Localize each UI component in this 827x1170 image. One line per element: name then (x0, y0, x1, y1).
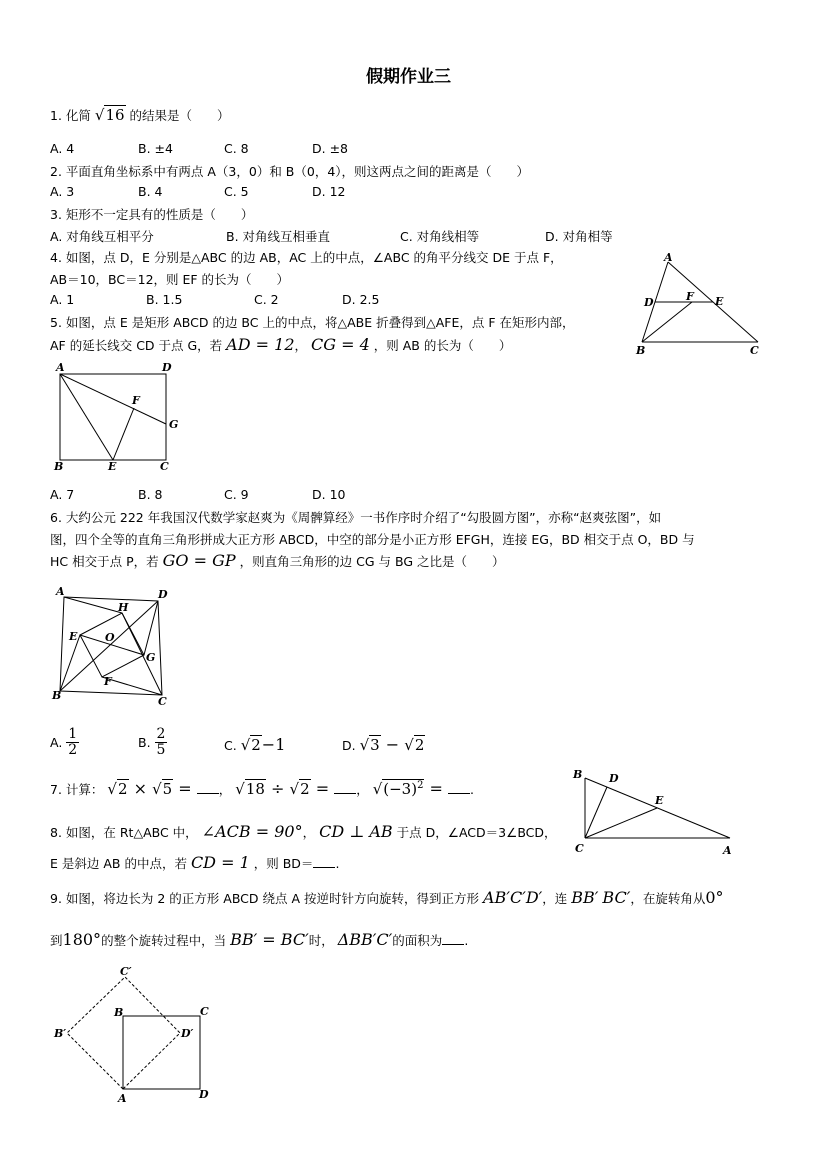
question-5-line1: 5. 如图，点 E 是矩形 ABCD 的边 BC 上的中点，将△ABE 折叠得到△AFE，点 F 在矩形内部， (50, 315, 575, 330)
q8-line2-post: ，则 BD＝ (253, 856, 314, 871)
q2-option-a: A. 3 (50, 184, 75, 199)
q5-label-b: B (54, 460, 64, 473)
q9-line1-post: ，在旋转角从 (630, 891, 706, 906)
question-9-line1 (50, 888, 724, 907)
q7-comma-1: ， (218, 782, 232, 797)
q4-option-c: C. 2 (254, 292, 279, 307)
q6-label-e: E (69, 630, 78, 643)
q9-triangle: ΔBB′C′ (337, 930, 393, 949)
q7-comma-2: ， (356, 782, 369, 797)
question-6-line2: 图，四个全等的直角三角形拼成大正方形 ABCD，中空的部分是小正方形 EFGH，连接 EG，BD 相交于点 O，BD 与 (50, 532, 695, 547)
q9-label-b: B (114, 1006, 124, 1019)
q8-label-a: A (723, 844, 732, 857)
q7-rad-2: 2 (117, 780, 128, 798)
q8-label-b: B (573, 768, 583, 781)
q8-line2-pre: E 是斜边 AB 的中点，若 (50, 856, 187, 871)
q9-line1-pre: 9. 如图，将边长为 2 的正方形 ABCD 绕点 A 按逆时针方向旋转，得到正方形 (50, 891, 480, 906)
q6-label-a: A (56, 585, 65, 598)
q5-label-g: G (169, 418, 179, 431)
q5-line2-post: ，则 AB 的长为（ ） (373, 338, 512, 353)
q6-label-h: H (118, 601, 129, 614)
q7-sqrt5: √5 (152, 780, 173, 798)
q4-option-a: A. 1 (50, 292, 75, 307)
q9-180-degree: 180° (62, 930, 102, 949)
q1-prefix: 1. 化简 (50, 108, 91, 123)
q5-label-e: E (108, 460, 117, 473)
q7-equals-2: = (310, 779, 335, 798)
q7-equals-3: = (424, 779, 449, 798)
q5-label-c: C (160, 460, 169, 473)
q7-sqrt2b: √2 (289, 780, 310, 798)
q7-blank-1[interactable] (197, 782, 219, 794)
q6-label-b: B (52, 689, 62, 702)
q6-d-minus: − (380, 735, 405, 754)
q4-triangle-figure (630, 250, 770, 360)
q5-option-b: B. 8 (138, 487, 163, 502)
q7-blank-3[interactable] (448, 782, 470, 794)
q2-option-b: B. 4 (138, 184, 163, 199)
q9-blank[interactable] (442, 933, 464, 945)
q5-option-d: D. 10 (312, 487, 346, 502)
q2-option-d: D. 12 (312, 184, 346, 199)
q9-label-a: A (118, 1092, 127, 1105)
q4-label-c: C (750, 344, 759, 357)
q5-sep: ， (294, 338, 308, 353)
q9-line2-mid: 的整个旋转过程中，当 (101, 933, 227, 948)
q6-a-numerator: 1 (68, 726, 78, 742)
q9-line2-pre: 到 (50, 933, 63, 948)
q9-zero-degree: 0° (705, 888, 724, 907)
question-4-line2: AB＝10，BC＝12，则 EF 的长为（ ） (50, 272, 290, 287)
q6-option-a (50, 727, 79, 758)
q6-line3-pre: HC 相交于点 P，若 (50, 554, 159, 569)
q6-eq-go-gp: GO = GP (162, 551, 236, 570)
q6-option-a-label: A. (50, 735, 63, 750)
q5-label-d: D (162, 361, 172, 374)
q3-option-b: B. 对角线互相垂直 (226, 229, 331, 244)
q5-eq-cg: CG = 4 (311, 335, 370, 354)
q8-label-e: E (655, 794, 664, 807)
q6-line-be (60, 635, 80, 691)
q7-rad-neg3: (−3) (383, 780, 418, 798)
q5-segment-ef (113, 408, 134, 460)
q8-label-d: D (609, 772, 619, 785)
q9-label-c-prime: C′ (120, 965, 132, 978)
q4-label-d: D (644, 296, 654, 309)
q6-line-dg (144, 601, 158, 655)
q8-end: . (335, 856, 340, 871)
q8-cd-eq: CD = 1 (190, 853, 250, 872)
q4-label-a: A (664, 251, 673, 264)
q9-label-b-prime: B′ (54, 1027, 67, 1040)
question-6-line1: 6. 大约公元 222 年我国汉代数学家赵爽为《周髀算经》一书作序时介绍了“勾股圆方图”，亦称“赵爽弦图”，如 (50, 510, 662, 525)
q8-blank[interactable] (313, 856, 335, 868)
q4-label-b: B (636, 344, 646, 357)
q9-condition: BB′ = BC′ (230, 930, 309, 949)
q6-option-d (342, 735, 425, 754)
question-2-stem: 2. 平面直角坐标系中有两点 A（3，0）和 B（0，4），则这两点之间的距离是（ ） (50, 164, 530, 179)
q7-prefix: 7. 计算： (50, 782, 104, 797)
q9-label-c: C (200, 1005, 209, 1018)
q6-d-radicand1: 3 (370, 736, 380, 754)
q6-b-numerator: 2 (156, 726, 166, 742)
question-9-line2 (50, 930, 468, 949)
q9-line2-post: 时， (308, 933, 334, 948)
q9-label-d-prime: D′ (181, 1027, 194, 1040)
q2-option-c: C. 5 (224, 184, 249, 199)
q6-label-o: O (105, 631, 115, 644)
q6-option-b (138, 727, 167, 758)
q1-sqrt: √16 (94, 106, 125, 124)
question-3-stem: 3. 矩形不一定具有的性质是（ ） (50, 207, 254, 222)
q8-line1-pre: 8. 如图，在 Rt△ABC 中， (50, 825, 198, 840)
q6-b-denominator: 5 (156, 742, 166, 758)
q9-line1-mid: ，连 (542, 891, 568, 906)
q7-rad-2b: 2 (300, 780, 310, 798)
q6-label-f: F (104, 675, 112, 688)
q5-option-a: A. 7 (50, 487, 75, 502)
q8-angle-acb: ∠ACB = 90° (201, 822, 303, 841)
q6-option-a-fraction (66, 727, 79, 758)
q9-label-d: D (199, 1088, 209, 1101)
q7-equals-1: = (173, 779, 197, 798)
q7-sqrt2: √2 (107, 780, 128, 798)
question-6-line3 (50, 551, 504, 570)
question-5-line2 (50, 335, 511, 354)
q3-option-c: C. 对角线相等 (400, 229, 480, 244)
q9-line2-end: 的面积为 (392, 933, 443, 948)
question-8-line1 (50, 822, 557, 841)
q6-line-hc (122, 613, 162, 695)
q1-option-a: A. 4 (50, 141, 75, 156)
q6-a-denominator: 2 (68, 742, 78, 758)
q1-option-d: D. ±8 (312, 141, 348, 156)
q6-option-d-label: D. (342, 738, 356, 753)
q4-label-e: E (715, 295, 724, 308)
question-4-line1: 4. 如图，点 D，E 分别是△ABC 的边 AB，AC 上的中点，∠ABC 的角平分线交 DE 于点 F， (50, 250, 563, 265)
q7-end: . (470, 782, 475, 797)
q6-option-c (224, 735, 285, 754)
q6-c-sqrt: √2 (240, 736, 261, 754)
q1-radicand: 16 (105, 106, 125, 124)
q5-eq-ad: AD = 12 (226, 335, 295, 354)
q4-label-f: F (686, 290, 694, 303)
q8-perp: CD ⊥ AB (319, 822, 393, 841)
q7-exponent: 2 (417, 780, 424, 791)
q9-end: . (464, 933, 469, 948)
q6-c-radicand: 2 (251, 736, 261, 754)
q9-bb-prime: BB′ (571, 888, 599, 907)
q7-div: ÷ (265, 779, 290, 798)
question-8-line2 (50, 853, 339, 872)
q5-rectangle-figure (50, 360, 190, 475)
q7-blank-2[interactable] (334, 782, 356, 794)
q6-d-radicand2: 2 (414, 736, 425, 754)
q9-square-prime: AB′C′D′ (483, 888, 543, 907)
q6-label-d: D (158, 588, 168, 601)
page-title: 假期作业三 (366, 67, 451, 87)
q6-option-b-fraction (155, 727, 168, 758)
q6-option-c-label: C. (224, 738, 237, 753)
question-7 (50, 779, 474, 798)
q7-rad-18: 18 (245, 780, 265, 798)
q6-d-sqrt2: √2 (404, 736, 425, 754)
q5-line2-pre: AF 的延长线交 CD 于点 G，若 (50, 338, 223, 353)
q8-right-triangle-figure (565, 762, 745, 862)
q6-zhao-shuang-figure (50, 583, 180, 708)
q9-bc-prime: BC′ (602, 888, 631, 907)
q6-c-rest: −1 (261, 735, 286, 754)
q4-option-b: B. 1.5 (146, 292, 183, 307)
q4-option-d: D. 2.5 (342, 292, 380, 307)
q7-rad-5: 5 (162, 780, 173, 798)
q6-option-b-label: B. (138, 735, 151, 750)
q7-sqrt18: √18 (235, 780, 265, 798)
q7-times: × (128, 779, 153, 798)
q5-label-a: A (56, 361, 65, 374)
q1-option-c: C. 8 (224, 141, 249, 156)
q9-rotated-square-figure (50, 965, 220, 1105)
q3-option-a: A. 对角线互相平分 (50, 229, 154, 244)
q6-label-c: C (158, 695, 167, 708)
q5-option-c: C. 9 (224, 487, 249, 502)
q7-sqrt-neg3sq: $√(-3)^2$ (372, 780, 424, 798)
q1-option-b: B. ±4 (138, 141, 173, 156)
q6-d-sqrt1: √3 (359, 736, 380, 754)
q6-line3-post: ，则直角三角形的边 CG 与 BG 之比是（ ） (239, 554, 505, 569)
question-1-stem (50, 106, 230, 124)
q8-comma: ， (302, 825, 316, 840)
q6-label-g: G (146, 651, 156, 664)
q1-suffix: 的结果是（ ） (129, 108, 230, 123)
q8-label-c: C (575, 842, 584, 855)
q3-option-d: D. 对角相等 (545, 229, 613, 244)
q8-line1-mid: 于点 D，∠ACD＝3∠BCD， (396, 825, 557, 840)
q5-label-f: F (132, 394, 140, 407)
